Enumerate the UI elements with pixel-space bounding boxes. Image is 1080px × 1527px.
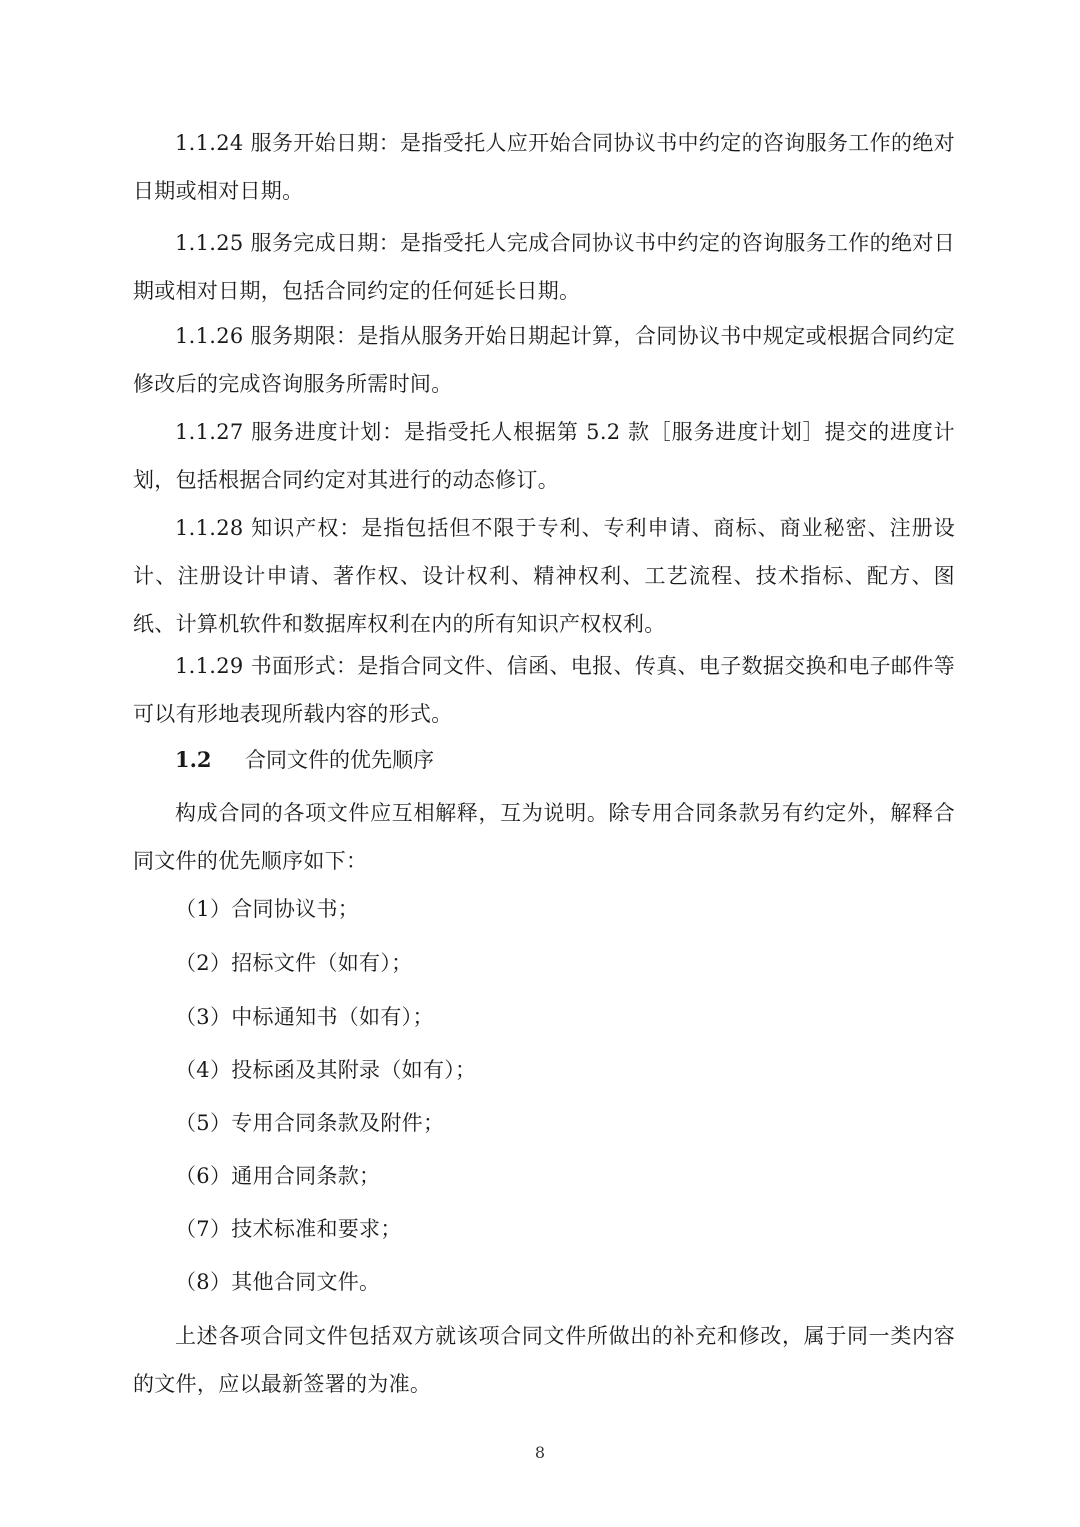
- paragraph-1-1-29: 1.1.29 书面形式：是指合同文件、信函、电报、传真、电子数据交换和电子邮件等可以有形地表现所载内容的形式。: [133, 654, 955, 726]
- section-number: 1.2: [175, 747, 212, 772]
- paragraph-1-1-24: 1.1.24 服务开始日期：是指受托人应开始合同协议书中约定的咨询服务工作的绝对日期或相对日期。: [133, 131, 955, 203]
- list-item: （5）专用合同条款及附件；: [175, 1111, 445, 1135]
- list-item: （3）中标通知书（如有）；: [175, 1005, 434, 1029]
- section-closing: 上述各项合同文件包括双方就该项合同文件所做出的补充和修改，属于同一类内容的文件，应以最新签署的为准。: [133, 1324, 955, 1396]
- page-number: 8: [534, 1443, 546, 1462]
- list-item: （6）通用合同条款；: [175, 1164, 381, 1188]
- list-item: （7）技术标准和要求；: [175, 1217, 402, 1241]
- section-heading: [175, 736, 875, 784]
- paragraph-1-1-28: 1.1.28 知识产权：是指包括但不限于专利、专利申请、商标、商业秘密、注册设计、注册设计申请、著作权、设计权利、精神权利、工艺流程、技术指标、配方、图纸、计算机软件和数据库权利在内的所有知识产权权利。: [133, 516, 955, 636]
- list-item: （4）投标函及其附录（如有）；: [175, 1058, 477, 1082]
- list-item: （2）招标文件（如有）；: [175, 951, 413, 975]
- section-intro: 构成合同的各项文件应互相解释，互为说明。除专用合同条款另有约定外，解释合同文件的优先顺序如下：: [133, 801, 955, 873]
- list-item: （8）其他合同文件。: [175, 1270, 381, 1294]
- paragraph-1-1-26: 1.1.26 服务期限：是指从服务开始日期起计算，合同协议书中规定或根据合同约定修改后的完成咨询服务所需时间。: [133, 324, 955, 396]
- paragraph-1-1-25: 1.1.25 服务完成日期：是指受托人完成合同协议书中约定的咨询服务工作的绝对日期或相对日期，包括合同约定的任何延长日期。: [133, 231, 955, 303]
- list-item: （1）合同协议书；: [175, 897, 360, 921]
- paragraph-1-1-27: 1.1.27 服务进度计划：是指受托人根据第 5.2 款［服务进度计划］提交的进度计划，包括根据合同约定对其进行的动态修订。: [133, 420, 955, 492]
- section-title: 合同文件的优先顺序: [245, 748, 434, 772]
